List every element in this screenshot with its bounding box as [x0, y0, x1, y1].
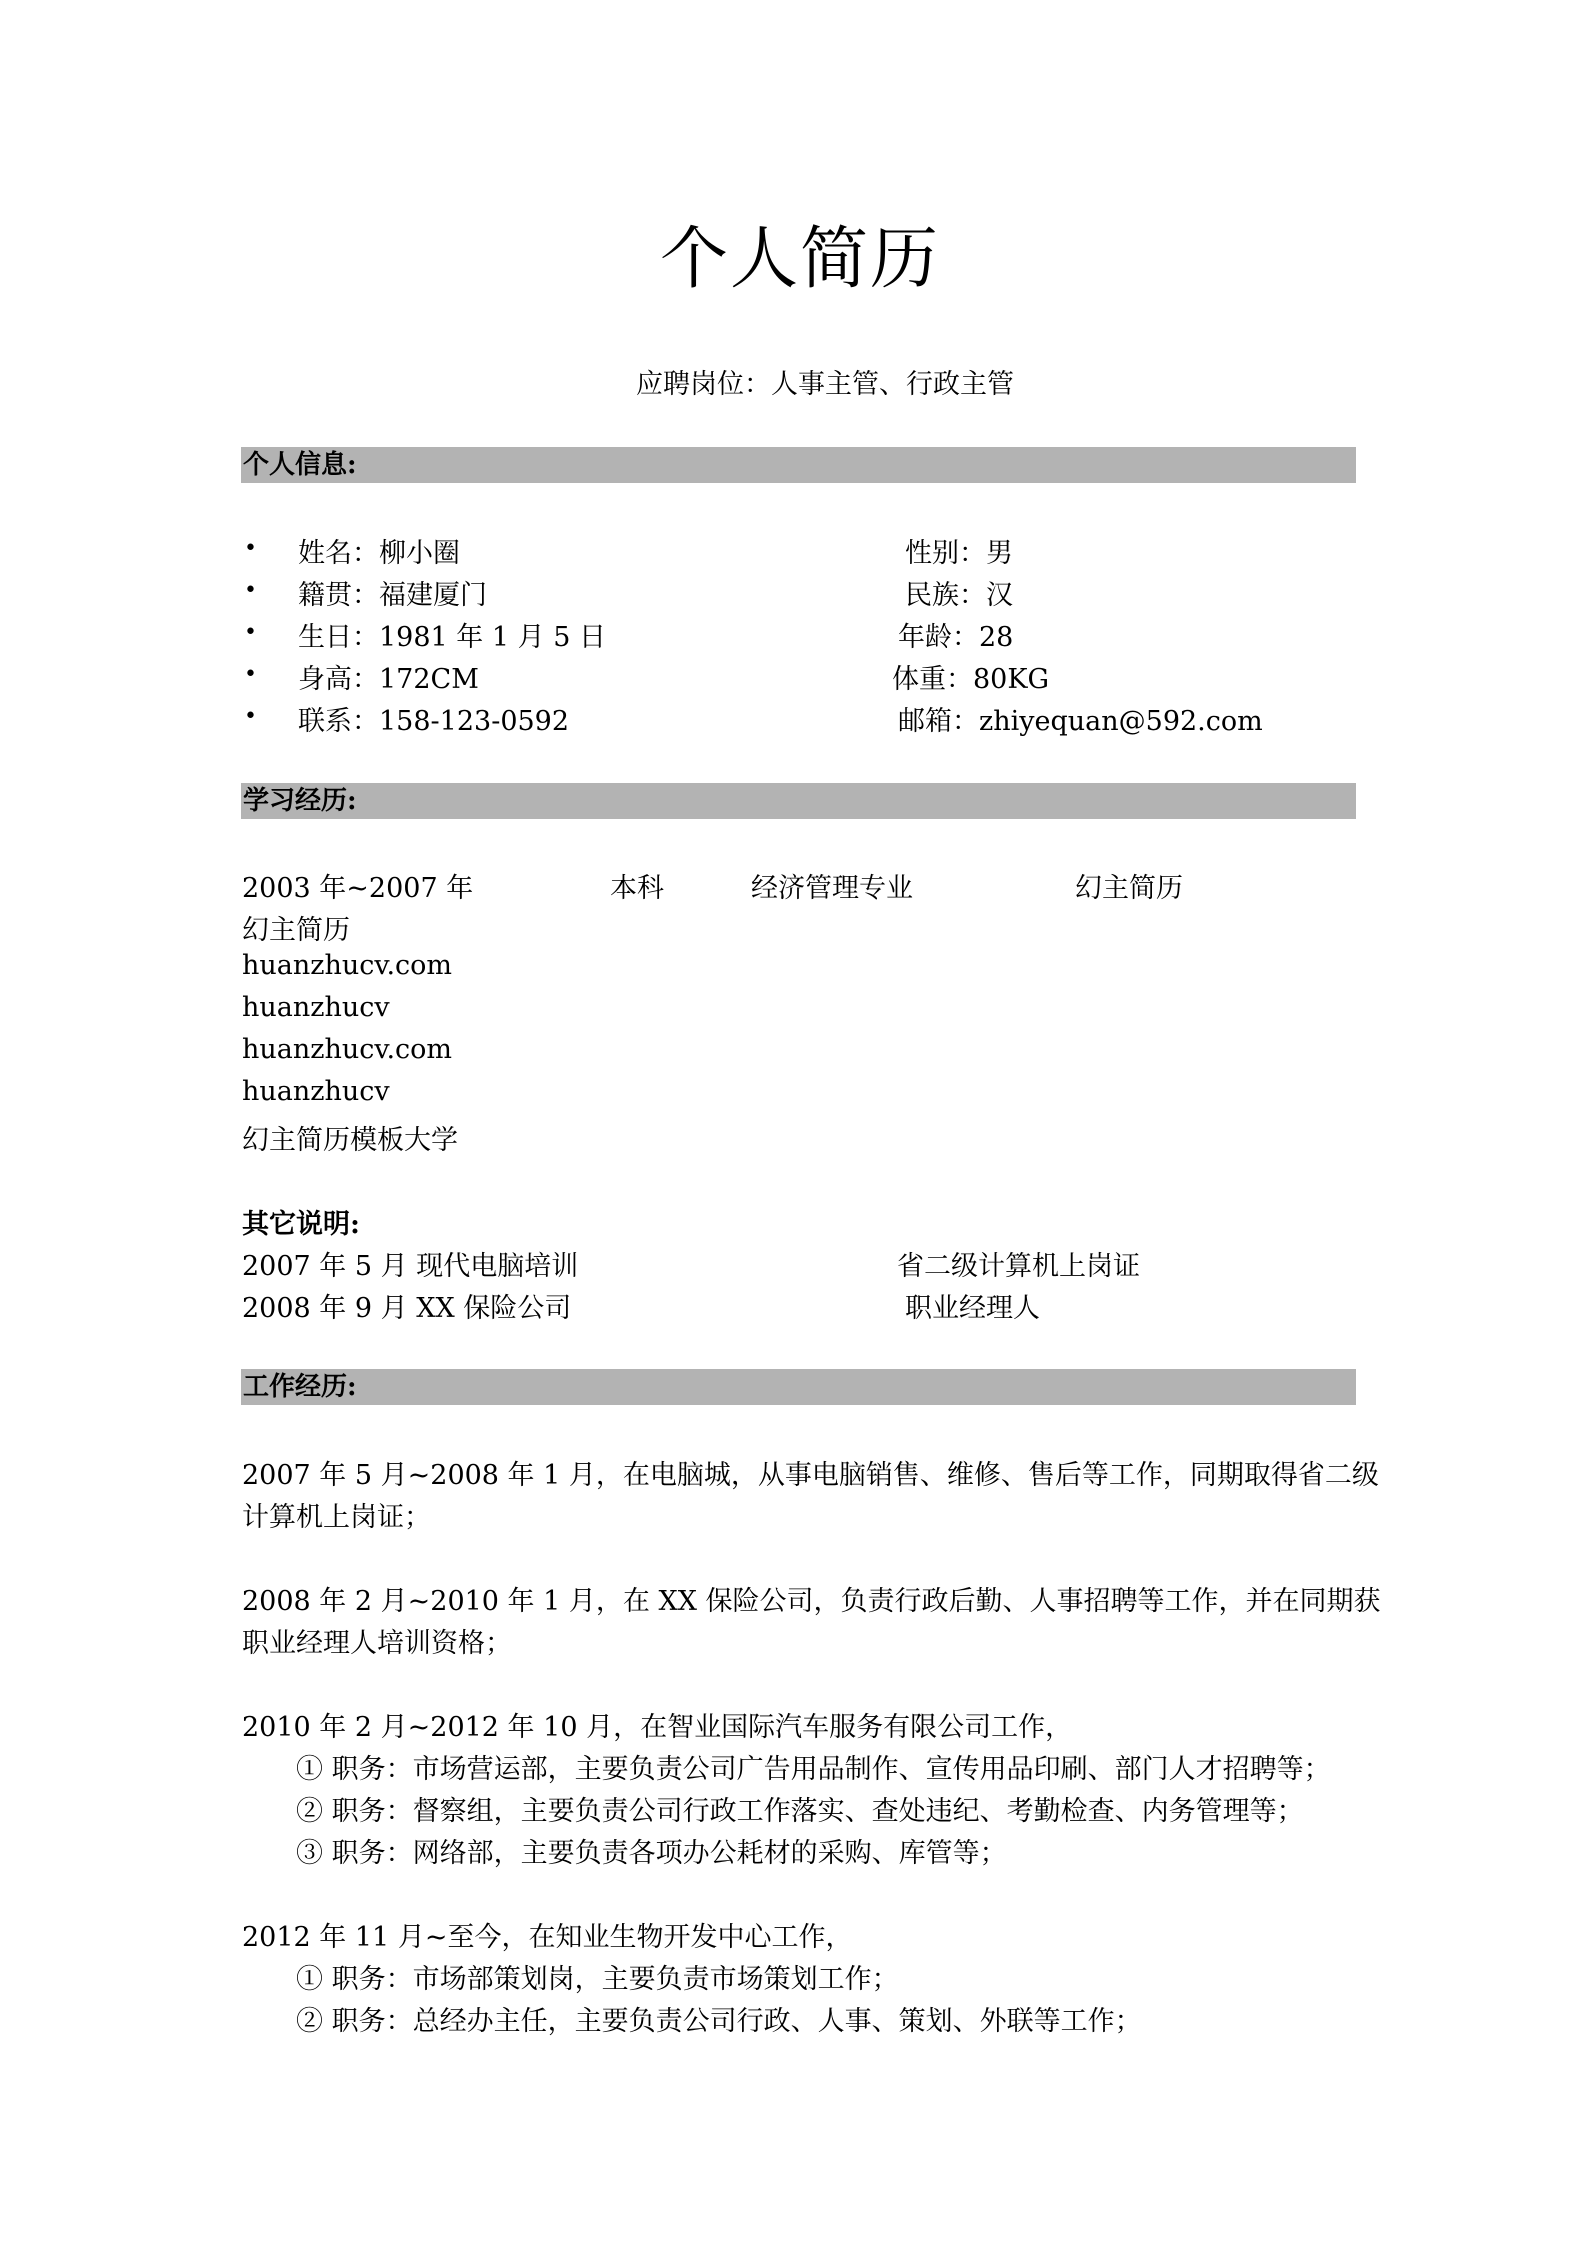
edu-period: 2003 年~2007 年: [242, 873, 474, 904]
other-note-left: 2007 年 5 月 现代电脑培训: [242, 1251, 579, 1282]
info-birthday: 生日：1981 年 1 月 5 日: [298, 622, 606, 653]
job-target: 应聘岗位：人事主管、行政主管: [636, 369, 1014, 400]
info-phone: 联系：158-123-0592: [298, 706, 570, 737]
work-entry-intro: 2010 年 2 月~2012 年 10 月，在智业国际汽车服务有限公司工作，: [242, 1712, 1073, 1743]
page-title: 个人简历: [659, 220, 940, 299]
work-entry-line: 2007 年 5 月~2008 年 1 月，在电脑城，从事电脑销售、维修、售后等工作，同期取得省二级: [242, 1460, 1379, 1491]
info-age: 年龄：28: [898, 622, 1014, 653]
work-duty-item: ② 职务：督察组，主要负责公司行政工作落实、查处违纪、考勤检查、内务管理等；: [296, 1796, 1304, 1827]
info-gender: 性别：男: [905, 538, 1013, 569]
bullet: •: [244, 662, 257, 687]
section-title-education: 学习经历:: [243, 786, 357, 816]
edu-major: 经济管理专业: [751, 873, 913, 904]
other-notes-title: 其它说明:: [242, 1209, 360, 1240]
bullet: •: [244, 620, 257, 645]
info-height: 身高：172CM: [298, 664, 479, 695]
bullet: •: [244, 536, 257, 561]
section-bar-work: [241, 1369, 1356, 1405]
work-duty-item: ③ 职务：网络部，主要负责各项办公耗材的采购、库管等；: [296, 1838, 1007, 1869]
other-note-right: 职业经理人: [905, 1293, 1040, 1324]
work-entry-line: 职业经理人培训资格；: [242, 1628, 512, 1659]
work-entry-line: 计算机上岗证；: [242, 1502, 431, 1533]
other-note-left: 2008 年 9 月 XX 保险公司: [242, 1293, 572, 1324]
info-hometown: 籍贯：福建厦门: [298, 580, 487, 611]
section-bar-education: [241, 783, 1356, 819]
bullet: •: [244, 704, 257, 729]
edu-line: huanzhucv.com: [242, 1034, 453, 1065]
edu-school: 幻主简历: [1075, 873, 1183, 904]
info-name: 姓名：柳小圈: [298, 538, 460, 569]
edu-line: huanzhucv.com: [242, 950, 453, 981]
info-weight: 体重：80KG: [892, 664, 1050, 695]
edu-degree: 本科: [610, 873, 664, 904]
work-duty-item: ① 职务：市场营运部，主要负责公司广告用品制作、宣传用品印刷、部门人才招聘等；: [296, 1754, 1331, 1785]
info-ethnicity: 民族：汉: [905, 580, 1013, 611]
work-duty-item: ② 职务：总经办主任，主要负责公司行政、人事、策划、外联等工作；: [296, 2006, 1142, 2037]
work-entry-intro: 2012 年 11 月~至今，在知业生物开发中心工作，: [242, 1922, 853, 1953]
section-bar-personal: [241, 447, 1356, 483]
info-email: 邮箱：zhiyequan@592.com: [898, 706, 1263, 737]
section-title-work: 工作经历:: [243, 1372, 357, 1402]
other-note-right: 省二级计算机上岗证: [897, 1251, 1140, 1282]
work-entry-line: 2008 年 2 月~2010 年 1 月，在 XX 保险公司，负责行政后勤、人事招聘等工作，并在同期获: [242, 1586, 1381, 1617]
bullet: •: [244, 578, 257, 603]
edu-line: 幻主简历: [242, 915, 350, 946]
edu-line: huanzhucv: [242, 992, 390, 1023]
section-title-personal: 个人信息:: [243, 450, 357, 480]
edu-line: huanzhucv: [242, 1076, 390, 1107]
edu-line: 幻主简历模板大学: [242, 1125, 458, 1156]
work-duty-item: ① 职务：市场部策划岗，主要负责市场策划工作；: [296, 1964, 899, 1995]
